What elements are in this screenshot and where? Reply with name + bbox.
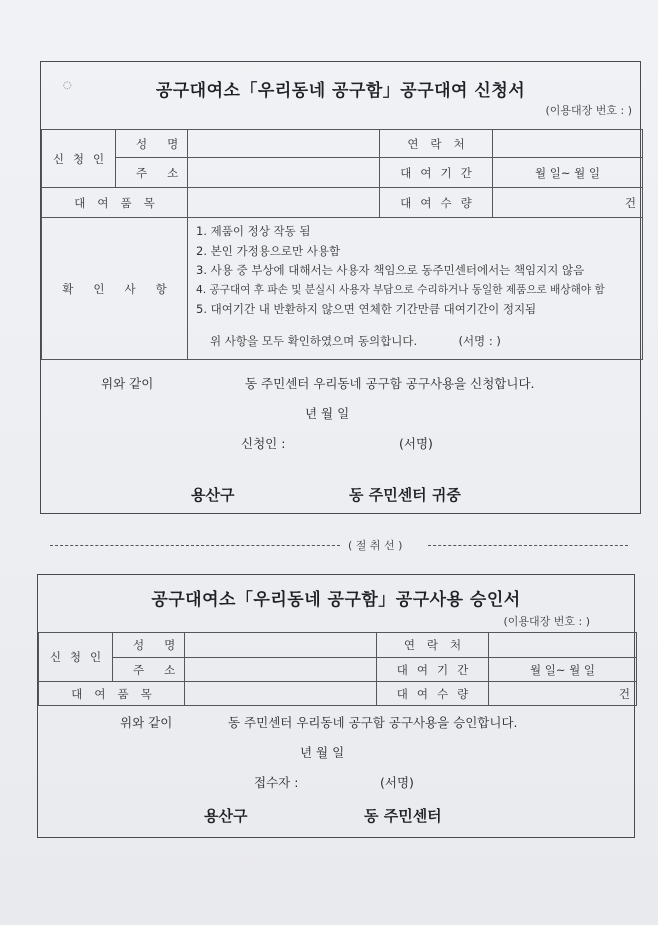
approval-rental-item-input[interactable]: [185, 682, 377, 706]
approval-applicant-label: 신청인: [39, 633, 113, 682]
approval-table: [38, 632, 637, 706]
approval-name-label: 성명: [113, 633, 185, 658]
approval-name-input[interactable]: [185, 633, 377, 658]
rental-item-label: 대여품목: [42, 188, 188, 218]
address-input[interactable]: [188, 158, 380, 188]
contact-input[interactable]: [493, 130, 643, 158]
application-usage-number: (이용대장 번호 : ): [545, 104, 632, 117]
approval-form: [37, 574, 635, 838]
applicant-label: 신청인: [42, 130, 116, 188]
rental-qty-label: 대여수량: [380, 188, 493, 218]
approval-address-input[interactable]: [185, 658, 377, 682]
rule-item: 1. 제품이 정상 작동 됨: [196, 224, 311, 238]
approval-rental-period-label: 대여기간: [377, 658, 489, 682]
confirm-rules: [188, 218, 643, 360]
approval-contact-label: 연락처: [377, 633, 489, 658]
org-gu: 용산구: [191, 486, 235, 504]
cut-line: [50, 538, 628, 552]
statement-text: 동 주민센터 우리동네 공구함 공구사용을 신청합니다.: [245, 376, 535, 391]
rule-item: 3. 사용 중 부상에 대해서는 사용자 책임으로 동주민센터에서는 책임지지 않음: [196, 263, 585, 277]
name-label: 성명: [116, 130, 188, 158]
signer-label: 신청인 :: [241, 436, 286, 451]
application-table: [41, 129, 643, 360]
approval-statement-text: 동 주민센터 우리동네 공구함 공구사용을 승인합니다.: [228, 715, 518, 730]
contact-label: 연락처: [380, 130, 493, 158]
rule-item: 2. 본인 가정용으로만 사용함: [196, 243, 341, 258]
approval-org-gu: 용산구: [204, 807, 248, 825]
rental-period-input[interactable]: 월 일~ 월 일: [493, 158, 643, 188]
receiver-label: 접수자 :: [254, 775, 299, 790]
rental-period-label: 대여기간: [380, 158, 493, 188]
approval-usage-number: (이용대장 번호 : ): [503, 615, 590, 628]
cut-line-dash-right: [428, 545, 628, 546]
approval-contact-input[interactable]: [489, 633, 637, 658]
hole-punch-mark: ◌: [63, 80, 72, 91]
address-label: 주소: [116, 158, 188, 188]
approval-rental-qty-label: 대여수량: [377, 682, 489, 706]
rule-item: 5. 대여기간 내 반환하지 않으면 연체한 기간만큼 대여기간이 정지됨: [196, 302, 537, 316]
receiver-sign[interactable]: (서명): [380, 775, 414, 790]
org-center: 동 주민센터 귀중: [349, 486, 461, 504]
approval-title: 공구대여소「우리동네 공구함」공구사용 승인서: [151, 590, 521, 610]
agreement-text: 위 사항을 모두 확인하였으며 동의합니다.: [210, 333, 418, 348]
approval-rental-item-label: 대여품목: [39, 682, 185, 706]
approval-rental-qty-unit[interactable]: 건: [489, 682, 637, 706]
confirm-label: 확인사항: [42, 218, 188, 360]
name-input[interactable]: [188, 130, 380, 158]
approval-date-line[interactable]: 년 월 일: [300, 745, 345, 760]
statement-prefix: 위와 같이: [101, 376, 154, 391]
cut-line-dash-left: [50, 545, 340, 546]
rental-item-input[interactable]: [188, 188, 380, 218]
cut-line-label: ( 절 취 선 ): [348, 539, 403, 552]
date-line[interactable]: 년 월 일: [305, 406, 350, 421]
signer-sign[interactable]: (서명): [399, 436, 433, 451]
application-form: [40, 61, 641, 514]
approval-rental-period-input[interactable]: 월 일~ 월 일: [489, 658, 637, 682]
rule-item: 4. 공구대여 후 파손 및 분실시 사용자 부담으로 수리하거나 동일한 제품으로 배상해야 함: [196, 283, 605, 296]
agreement-sign[interactable]: (서명 : ): [458, 333, 501, 348]
approval-address-label: 주소: [113, 658, 185, 682]
application-title: 공구대여소「우리동네 공구함」공구대여 신청서: [155, 81, 526, 101]
approval-org-center: 동 주민센터: [364, 807, 442, 825]
rental-qty-unit[interactable]: 건: [493, 188, 643, 218]
approval-statement-prefix: 위와 같이: [120, 715, 173, 730]
